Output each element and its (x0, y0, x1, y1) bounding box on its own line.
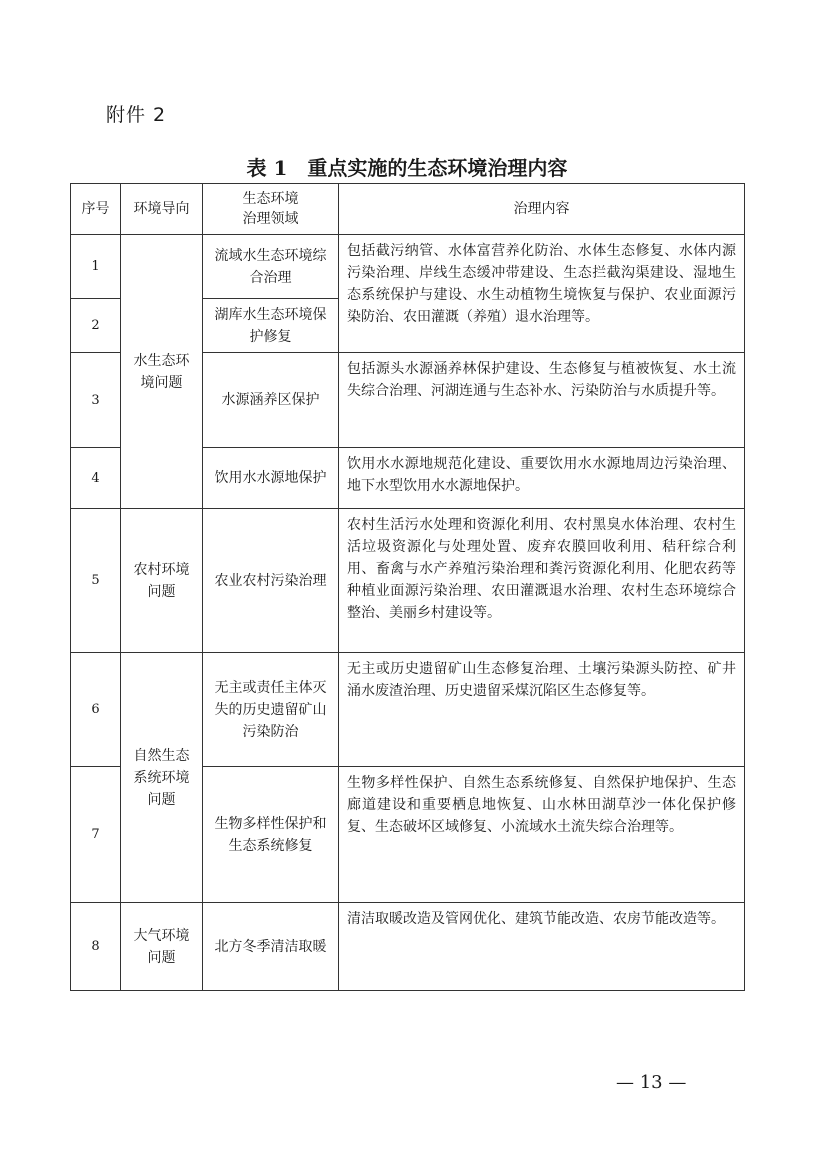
header-content: 治理内容 (339, 184, 745, 235)
header-orientation: 环境导向 (121, 184, 203, 235)
content-cell: 农村生活污水处理和资源化利用、农村黑臭水体治理、农村生活垃圾资源化与处理处置、废弃农膜回收利用、秸秆综合利用、畜禽与水产养殖污染治理和粪污资源化利用、化肥农药等种植业面源污染治理、农田灌溉退水治理、农村生态环境综合整治、美丽乡村建设等。 (339, 509, 745, 653)
content-cell: 生物多样性保护、自然生态系统修复、自然保护地保护、生态廊道建设和重要栖息地恢复、山水林田湖草沙一体化保护修复、生态破坏区域修复、小流域水土流失综合治理等。 (339, 767, 745, 903)
table-header-row (71, 184, 745, 235)
table-row (71, 653, 745, 767)
orientation-rural: 农村环境问题 (121, 509, 203, 653)
content-cell: 清洁取暖改造及管网优化、建筑节能改造、农房节能改造等。 (339, 903, 745, 991)
content-cell: 包括截污纳管、水体富营养化防治、水体生态修复、水体内源污染治理、岸线生态缓冲带建设、生态拦截沟渠建设、湿地生态系统保护与建设、水生动植物生境恢复与保护、农业面源污染防治、农田灌溉（养殖）退水治理等。 (339, 235, 745, 353)
field-cell: 北方冬季清洁取暖 (203, 903, 339, 991)
table-title: 表 1 重点实施的生态环境治理内容 (246, 156, 568, 180)
row-number: 6 (71, 653, 121, 767)
page-number: — 13 — (616, 1072, 687, 1093)
table-row (71, 235, 745, 299)
field-cell: 农业农村污染治理 (203, 509, 339, 653)
field-cell: 生物多样性保护和生态系统修复 (203, 767, 339, 903)
row-number: 3 (71, 353, 121, 448)
content-cell: 无主或历史遗留矿山生态修复治理、土壤污染源头防控、矿井涌水废渣治理、历史遗留采煤沉陷区生态修复等。 (339, 653, 745, 767)
row-number: 5 (71, 509, 121, 653)
row-number: 7 (71, 767, 121, 903)
row-number: 8 (71, 903, 121, 991)
field-cell: 湖库水生态环境保护修复 (203, 299, 339, 353)
row-number: 1 (71, 235, 121, 299)
orientation-natural: 自然生态系统环境问题 (121, 653, 203, 903)
table-row (71, 903, 745, 991)
row-number: 4 (71, 448, 121, 509)
field-cell: 无主或责任主体灭失的历史遗留矿山污染防治 (203, 653, 339, 767)
content-cell: 饮用水水源地规范化建设、重要饮用水水源地周边污染治理、地下水型饮用水水源地保护。 (339, 448, 745, 509)
header-no: 序号 (71, 184, 121, 235)
governance-table (70, 183, 745, 991)
header-field: 生态环境 治理领域 (203, 184, 339, 235)
content-cell: 包括源头水源涵养林保护建设、生态修复与植被恢复、水土流失综合治理、河湖连通与生态补水、污染防治与水质提升等。 (339, 353, 745, 448)
table-row (71, 509, 745, 653)
orientation-air: 大气环境问题 (121, 903, 203, 991)
annex-label: 附件 2 (106, 104, 167, 126)
field-cell: 饮用水水源地保护 (203, 448, 339, 509)
field-cell: 流域水生态环境综合治理 (203, 235, 339, 299)
row-number: 2 (71, 299, 121, 353)
field-cell: 水源涵养区保护 (203, 353, 339, 448)
orientation-water: 水生态环境问题 (121, 235, 203, 509)
